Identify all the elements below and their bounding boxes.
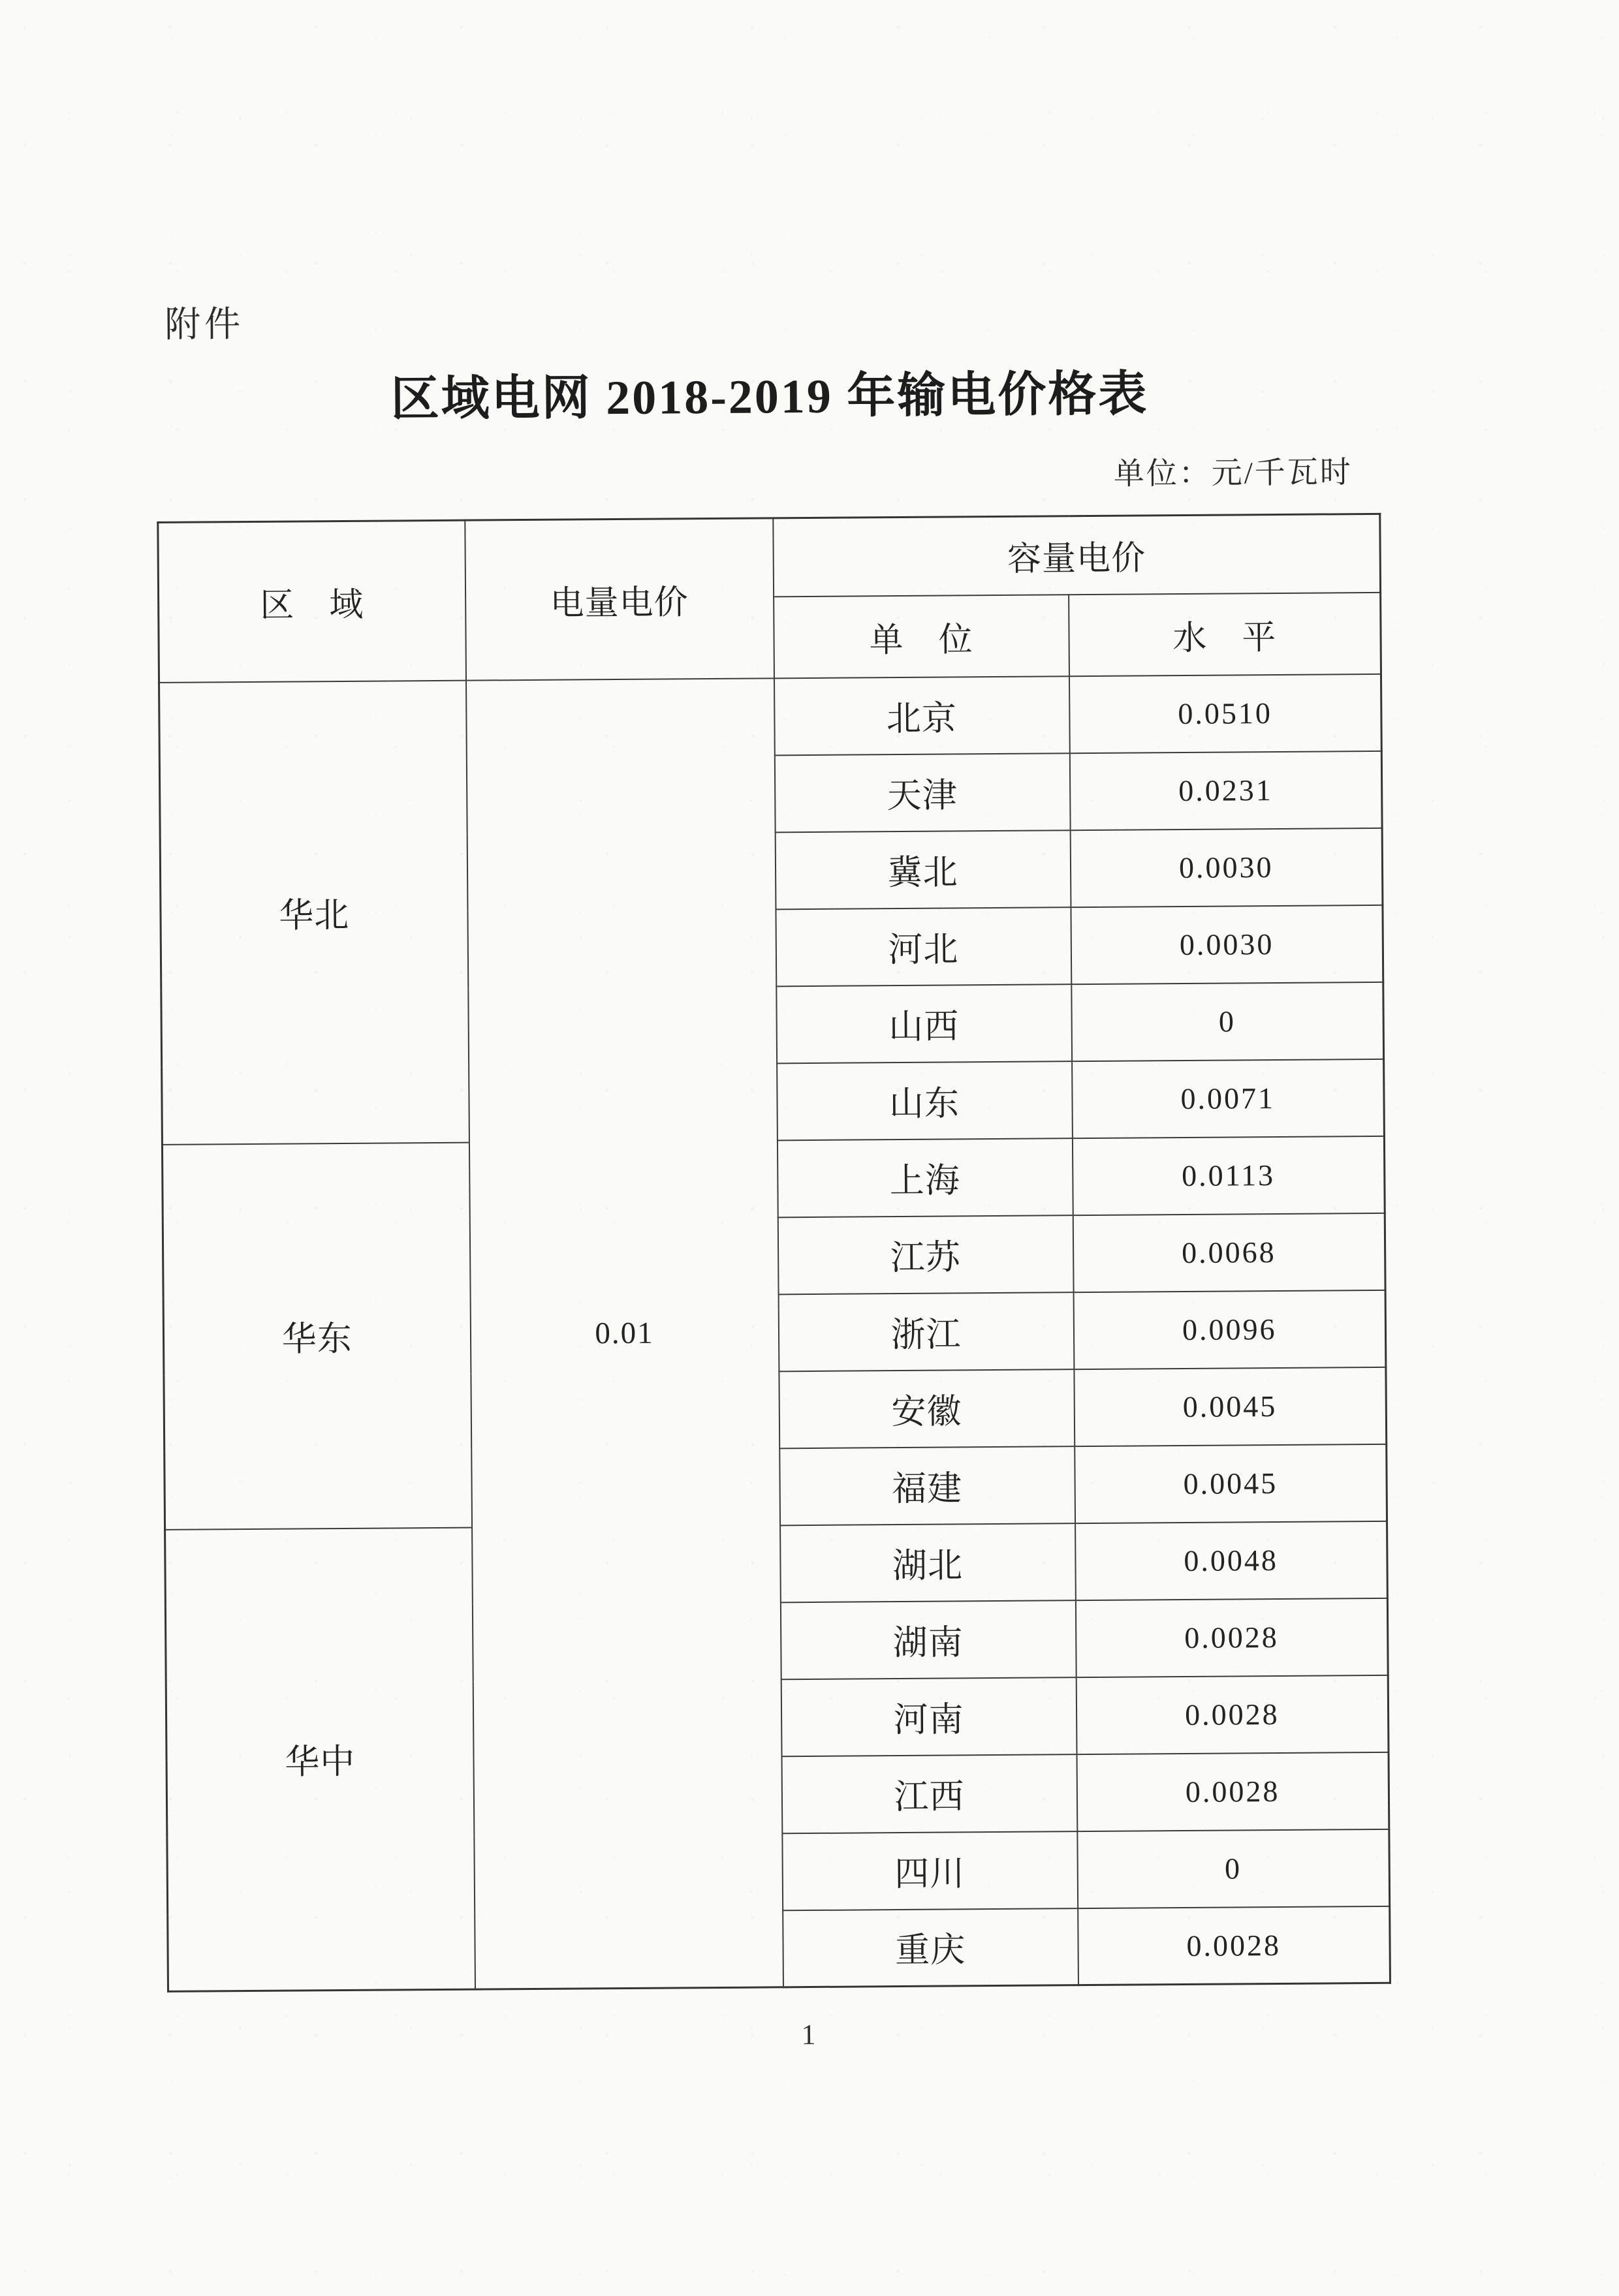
unit-cell: 山东 (777, 1061, 1073, 1140)
header-region: 区 域 (158, 520, 466, 682)
level-cell: 0.0028 (1076, 1675, 1389, 1754)
level-cell: 0.0028 (1077, 1752, 1389, 1831)
region-cell: 华中 (165, 1527, 475, 1991)
level-cell: 0.0068 (1073, 1213, 1385, 1292)
level-cell: 0 (1077, 1829, 1390, 1908)
level-cell: 0.0030 (1070, 828, 1383, 907)
unit-cell: 江西 (781, 1754, 1077, 1833)
page-number: 1 (801, 2018, 816, 2051)
table-row (159, 674, 1382, 759)
price-table-header (158, 514, 1381, 682)
header-capacity-price: 容量电价 (773, 514, 1381, 596)
level-cell: 0 (1071, 982, 1384, 1061)
region-cell: 华北 (159, 680, 469, 1144)
level-cell: 0.0048 (1075, 1521, 1388, 1600)
header-volume-price: 电量电价 (465, 518, 774, 680)
level-cell: 0.0231 (1069, 751, 1382, 830)
region-cell: 华东 (162, 1142, 471, 1529)
unit-cell: 湖北 (780, 1523, 1076, 1602)
level-cell: 0.0510 (1069, 674, 1381, 752)
page-title: 区域电网 2018-2019 年输电价格表 (390, 367, 1149, 427)
header-row-1 (158, 514, 1381, 600)
header-level: 水 平 (1069, 592, 1381, 675)
level-cell: 0.0113 (1072, 1136, 1385, 1215)
level-cell: 0.0045 (1074, 1367, 1387, 1446)
attachment-label: 附件 (164, 304, 245, 345)
level-cell: 0.0045 (1075, 1444, 1387, 1523)
level-cell: 0.0028 (1078, 1906, 1391, 1985)
unit-cell: 浙江 (778, 1292, 1074, 1371)
unit-cell: 福建 (779, 1446, 1075, 1525)
unit-cell: 河北 (776, 907, 1071, 986)
price-table-body (159, 674, 1391, 1991)
unit-cell: 冀北 (775, 830, 1071, 909)
unit-cell: 江苏 (778, 1215, 1073, 1294)
unit-cell: 山西 (776, 984, 1072, 1063)
unit-cell: 重庆 (783, 1908, 1078, 1987)
price-table (157, 513, 1391, 1993)
unit-cell: 上海 (777, 1138, 1073, 1217)
level-cell: 0.0071 (1072, 1059, 1385, 1138)
unit-cell: 北京 (774, 676, 1069, 755)
unit-cell: 安徽 (779, 1369, 1075, 1448)
unit-cell: 河南 (781, 1677, 1077, 1756)
unit-note: 单位：元/千瓦时 (1113, 456, 1353, 491)
unit-cell: 天津 (774, 753, 1070, 832)
unit-cell: 四川 (782, 1831, 1078, 1910)
level-cell: 0.0028 (1075, 1598, 1388, 1677)
volume-price-cell: 0.01 (465, 678, 783, 1989)
level-cell: 0.0030 (1071, 905, 1383, 984)
unit-cell: 湖南 (780, 1600, 1076, 1679)
level-cell: 0.0096 (1073, 1290, 1386, 1369)
header-unit: 单 位 (774, 595, 1069, 678)
